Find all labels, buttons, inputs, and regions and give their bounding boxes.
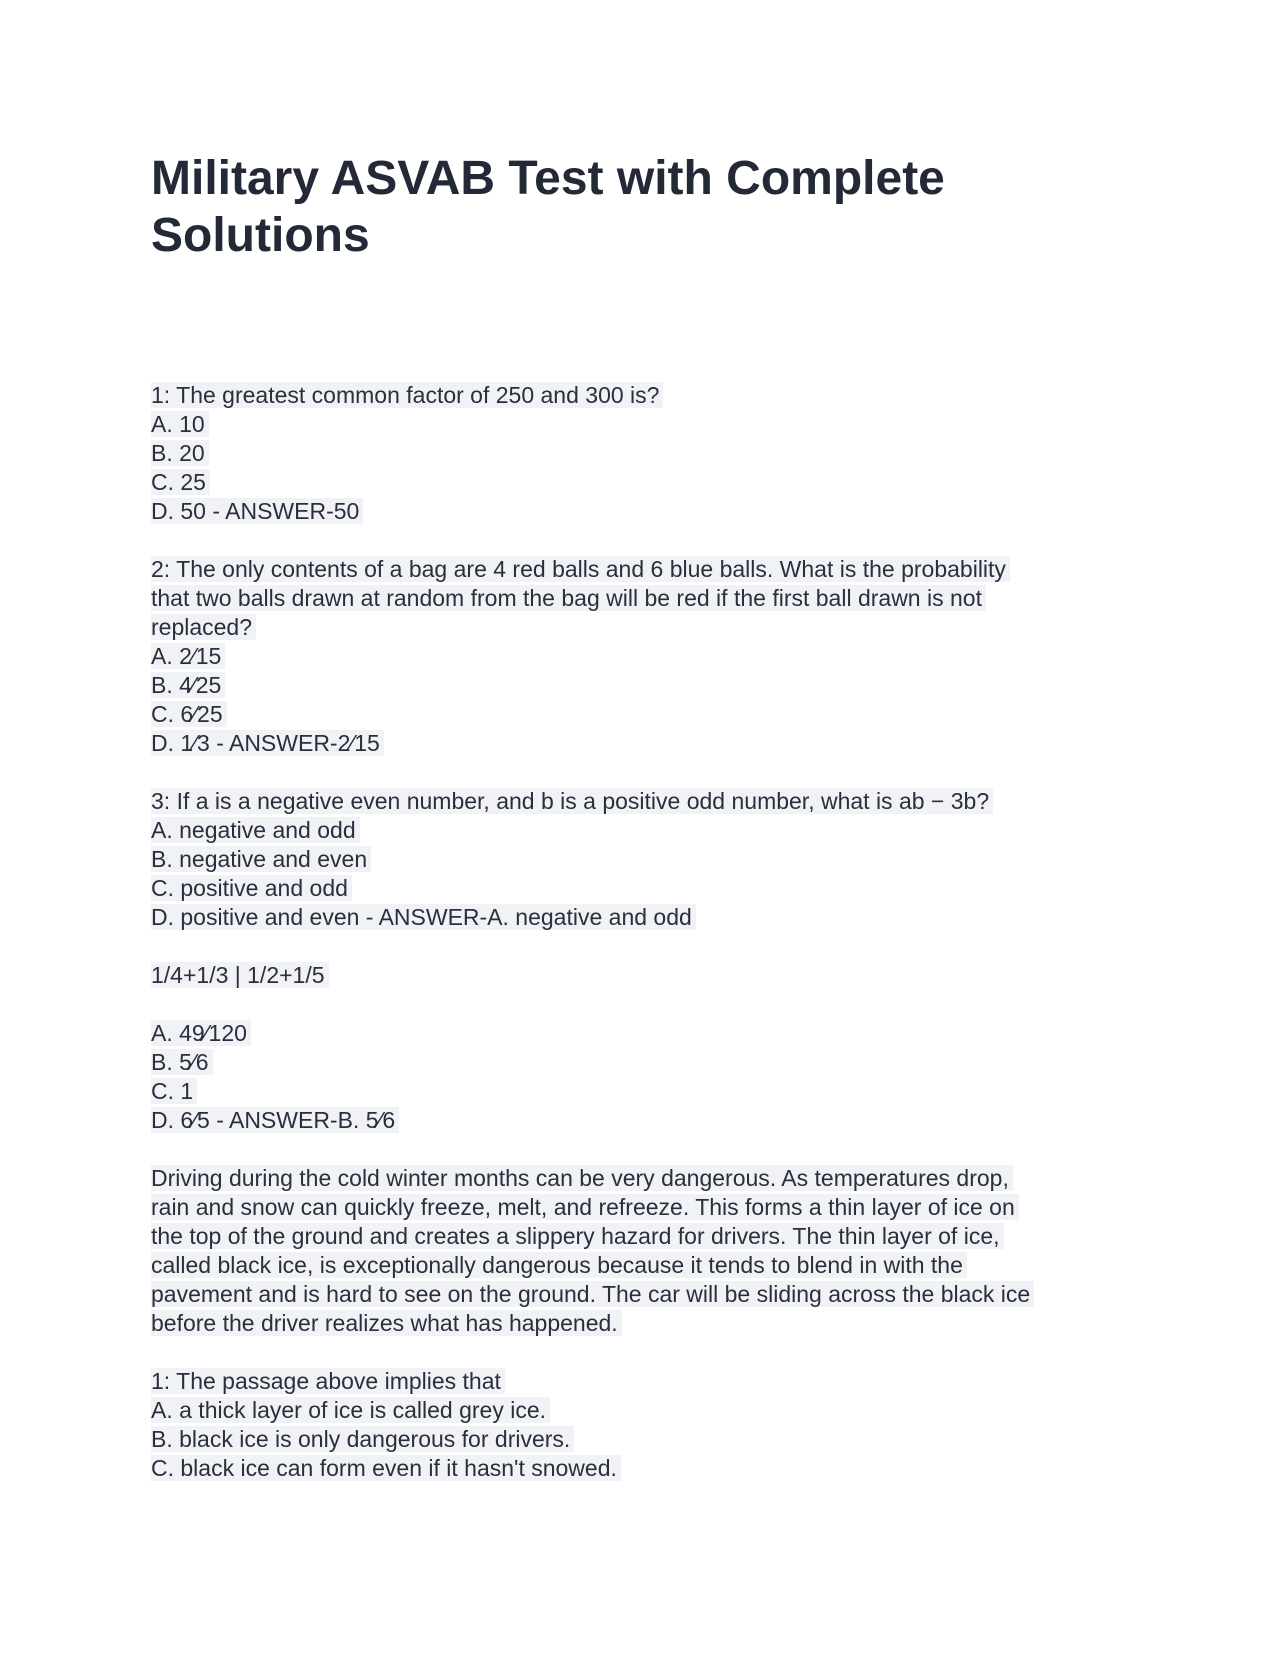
text-line: 1: The passage above implies that [151,1367,1131,1396]
text-line: A. negative and odd [151,816,1131,845]
text-line: C. 1 [151,1077,1131,1106]
text-line: C. black ice can form even if it hasn't snowed. [151,1454,1131,1483]
text-line: 1/4+1/3 | 1/2+1/5 [151,961,1131,990]
text-line: D. 1⁄3 - ANSWER-2⁄15 [151,729,1131,758]
text-line: A. a thick layer of ice is called grey ice. [151,1396,1131,1425]
text-line: A. 10 [151,410,1131,439]
document-title [151,150,1131,264]
text-line: B. 20 [151,439,1131,468]
text-line: before the driver realizes what has happened. [151,1309,1131,1338]
text-line: C. 25 [151,468,1131,497]
text-line: the top of the ground and creates a slippery hazard for drivers. The thin layer of ice, [151,1222,1131,1251]
text-line: D. 50 - ANSWER-50 [151,497,1131,526]
passage-block [151,1164,1131,1338]
text-line: C. 6⁄25 [151,700,1131,729]
question-block [151,555,1131,758]
expression-block [151,961,1131,990]
text-line: rain and snow can quickly freeze, melt, and refreeze. This forms a thin layer of ice on [151,1193,1131,1222]
text-line: replaced? [151,613,1131,642]
text-line: B. negative and even [151,845,1131,874]
question-block [151,1019,1131,1135]
text-line: 1: The greatest common factor of 250 and 300 is? [151,381,1131,410]
title-line: Solutions [151,209,370,262]
document-body [151,381,1131,1512]
text-line: C. positive and odd [151,874,1131,903]
text-line: B. black ice is only dangerous for drivers. [151,1425,1131,1454]
text-line: D. 6⁄5 - ANSWER-B. 5⁄6 [151,1106,1131,1135]
title-line: Military ASVAB Test with Complete [151,152,945,205]
text-line: A. 49⁄120 [151,1019,1131,1048]
question-block [151,787,1131,932]
text-line: 2: The only contents of a bag are 4 red balls and 6 blue balls. What is the probability [151,555,1131,584]
question-block [151,381,1131,526]
text-line: pavement and is hard to see on the ground. The car will be sliding across the black ice [151,1280,1131,1309]
text-line: B. 5⁄6 [151,1048,1131,1077]
text-line: that two balls drawn at random from the bag will be red if the first ball drawn is not [151,584,1131,613]
text-line: B. 4⁄25 [151,671,1131,700]
question-block [151,1367,1131,1483]
text-line: called black ice, is exceptionally dangerous because it tends to blend in with the [151,1251,1131,1280]
text-line: D. positive and even - ANSWER-A. negative and odd [151,903,1131,932]
text-line: A. 2⁄15 [151,642,1131,671]
text-line: Driving during the cold winter months can be very dangerous. As temperatures drop, [151,1164,1131,1193]
text-line: 3: If a is a negative even number, and b is a positive odd number, what is ab − 3b? [151,787,1131,816]
